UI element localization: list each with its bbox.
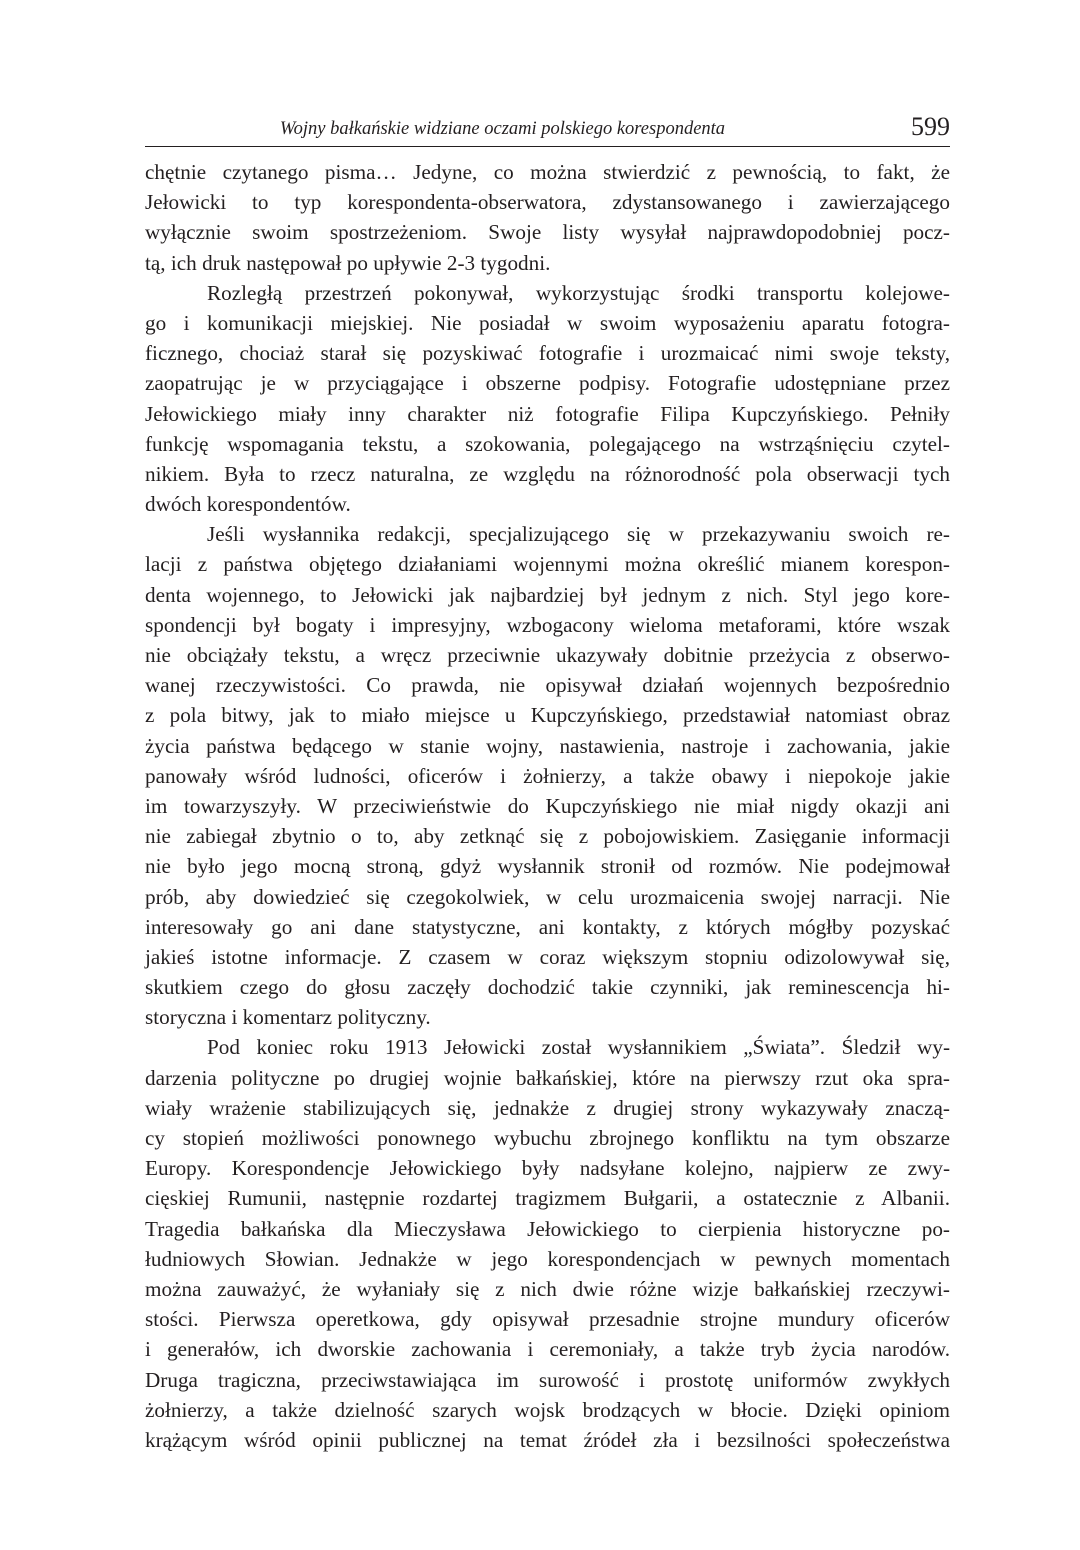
text-line: żołnierzy, a także dzielność szarych wojsk brodzących w błocie. Dzięki opiniom — [145, 1397, 950, 1422]
text-line: ficznego, chociaż starał się pozyskiwać fotografie i urozmaicać nimi swoje teksty, — [145, 341, 950, 366]
paragraph — [145, 157, 950, 278]
text-line: funkcję wspomagania tekstu, a szokowania, polegającego na wstrząśnięciu czytel- — [145, 431, 950, 456]
text-line: Tragedia bałkańska dla Mieczysława Jełowickiego to cierpienia historyczne po- — [145, 1216, 950, 1241]
text-line: jakieś istotne informacje. Z czasem w coraz większym stopniu odizolowywał się, — [145, 944, 950, 969]
text-line: spondencji był bogaty i impresyjny, wzbogacony wieloma metaforami, które wszak — [145, 612, 950, 637]
text-line: łudniowych Słowian. Jednakże w jego korespondencjach w pewnych momentach — [145, 1246, 950, 1271]
text-line: Jełowicki to typ korespondenta-obserwatora, zdystansowanego i zawierzającego — [145, 190, 950, 215]
text-line: storyczna i komentarz polityczny. — [145, 1005, 431, 1030]
paragraph — [145, 519, 950, 1032]
text-line: nie zabiegał zbytnio o to, aby zetknąć się z pobojowiskiem. Zasięganie informacji — [145, 824, 950, 849]
text-line: go i komunikacji miejskiej. Nie posiadał w swoim wyposażeniu aparatu fotogra- — [145, 310, 950, 335]
text-line: wyłącznie swoim spostrzeżeniom. Swoje listy wysyłał najprawdopodobniej pocz- — [145, 220, 950, 245]
text-line: nie obciążały tekstu, a wręcz przeciwnie ukazywały dobitnie przeżycia z obserwo- — [145, 643, 950, 667]
text-line: tą, ich druk następował po upływie 2-3 tygodni. — [145, 250, 551, 275]
text-line: cięskiej Rumunii, następnie rozdartej tragizmem Bułgarii, a ostatecznie z Albanii. — [145, 1186, 950, 1211]
text-line: Rozległą przestrzeń pokonywał, wykorzystując środki transportu kolejowe- — [207, 280, 950, 305]
text-line: Druga tragiczna, przeciwstawiająca im surowość i prostotę uniformów zwykłych — [145, 1367, 950, 1392]
text-line: wiały wrażenie stabilizujących się, jednakże z drugiej strony wykazywały znaczą- — [145, 1095, 950, 1120]
text-line: wanej rzeczywistości. Co prawda, nie opisywał działań wojennych bezpośrednio — [145, 673, 950, 698]
text-line: z pola bitwy, jak to miało miejsce u Kupczyńskiego, przedstawiał natomiast obraz — [145, 703, 950, 728]
text-line: zaopatrując je w przyciągające i obszerne podpisy. Fotografie udostępniane przez — [145, 371, 950, 396]
text-line: życia państwa będącego w stanie wojny, nastawienia, nastroje i zachowania, jakie — [145, 733, 950, 758]
running-header — [145, 112, 950, 147]
text-line: dwóch korespondentów. — [145, 492, 351, 517]
text-line: cy stopień możliwości ponownego wybuchu zbrojnego konfliktu na tym obszarze — [145, 1126, 950, 1150]
body-text — [145, 157, 950, 1455]
text-line: im towarzyszyły. W przeciwieństwie do Kupczyńskiego nie miał nigdy okazji ani — [145, 793, 950, 818]
text-line: chętnie czytanego pisma… Jedyne, co można stwierdzić z pewnością, to fakt, że — [145, 160, 950, 184]
document-page — [145, 0, 950, 1550]
text-line: Pod koniec roku 1913 Jełowicki został wysłannikiem „Świata”. Śledził wy- — [207, 1035, 950, 1060]
text-line: Europy. Korespondencje Jełowickiego były nadsyłane kolejno, najpierw ze zwy- — [145, 1156, 950, 1181]
text-line: lacji z państwa objętego działaniami wojennymi można określić mianem korespon- — [145, 552, 950, 577]
text-line: interesowały go ani dane statystyczne, ani kontakty, z których mógłby pozyskać — [145, 914, 950, 939]
text-line: krążącym wśród opinii publicznej na temat źródeł zła i bezsilności społeczeństwa — [145, 1427, 950, 1452]
text-line: nie było jego mocną stroną, gdyż wysłannik stronił od rozmów. Nie podejmował — [145, 854, 950, 879]
text-line: skutkiem czego do głosu zaczęły dochodzić takie czynniki, jak reminescencja hi- — [145, 975, 950, 1000]
text-line: można zauważyć, że wyłaniały się z nich dwie różne wizje bałkańskiej rzeczywi- — [145, 1276, 950, 1301]
text-line: stości. Pierwsza operetkowa, gdy opisywał przesadnie strojne mundury oficerów — [145, 1307, 950, 1332]
running-title: Wojny bałkańskie widziane oczami polskiego korespondenta — [279, 119, 726, 139]
text-line: prób, aby dowiedzieć się czegokolwiek, w celu urozmaicenia swojej narracji. Nie — [145, 884, 950, 909]
text-line: i generałów, ich dworskie zachowania i ceremoniały, a także tryb życia narodów. — [145, 1337, 950, 1362]
paragraph — [145, 1032, 950, 1455]
text-line: panowały wśród ludności, oficerów i żołnierzy, a także obawy i niepokoje jakie — [145, 763, 950, 788]
text-line: Jełowickiego miały inny charakter niż fotografie Filipa Kupczyńskiego. Pełniły — [145, 401, 950, 426]
text-line: Jeśli wysłannika redakcji, specjalizującego się w przekazywaniu swoich re- — [207, 522, 950, 547]
text-line: nikiem. Była to rzecz naturalna, ze względu na różnorodność pola obserwacji tych — [145, 461, 950, 486]
text-line: darzenia polityczne po drugiej wojnie bałkańskiej, które na pierwszy rzut oka spra- — [145, 1065, 950, 1090]
paragraph — [145, 278, 950, 520]
page-number: 599 — [911, 112, 950, 141]
text-line: denta wojennego, to Jełowicki jak najbardziej był jednym z nich. Styl jego kore- — [145, 582, 950, 607]
